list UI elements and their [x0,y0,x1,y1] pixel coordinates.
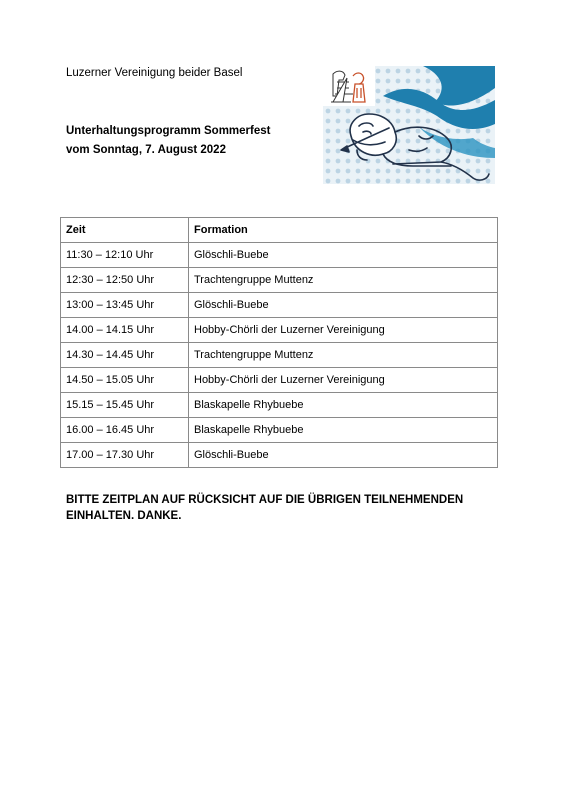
column-header-time: Zeit [61,218,189,243]
time-cell: 12:30 – 12:50 Uhr [61,268,189,293]
time-cell: 14.00 – 14.15 Uhr [61,318,189,343]
formation-cell: Trachtengruppe Muttenz [189,343,498,368]
formation-cell: Hobby-Chörli der Luzerner Vereinigung [189,318,498,343]
program-title-line1: Unterhaltungsprogramm Sommerfest [66,125,271,137]
table-row [61,243,498,268]
program-title [66,122,270,160]
formation-cell: Glöschli-Buebe [189,243,498,268]
organization-name: Luzerner Vereinigung beider Basel [66,67,243,79]
table-row [61,393,498,418]
formation-cell: Trachtengruppe Muttenz [189,268,498,293]
program-title-date: vom Sonntag, 7. August 2022 [66,144,226,156]
table-header-row [61,218,498,243]
schedule-table [60,217,498,468]
time-cell: 14.30 – 14.45 Uhr [61,343,189,368]
time-cell: 17.00 – 17.30 Uhr [61,443,189,468]
formation-cell: Blaskapelle Rhybuebe [189,418,498,443]
table-row [61,443,498,468]
table-row [61,418,498,443]
table-row [61,268,498,293]
formation-cell: Hobby-Chörli der Luzerner Vereinigung [189,368,498,393]
time-cell: 13:00 – 13:45 Uhr [61,293,189,318]
lucerne-lion-logo-icon [323,66,495,184]
table-row [61,318,498,343]
time-cell: 16.00 – 16.45 Uhr [61,418,189,443]
table-row [61,368,498,393]
time-cell: 14.50 – 15.05 Uhr [61,368,189,393]
table-row [61,293,498,318]
table-row [61,343,498,368]
formation-cell: Glöschli-Buebe [189,293,498,318]
time-cell: 15.15 – 15.45 Uhr [61,393,189,418]
formation-cell: Glöschli-Buebe [189,443,498,468]
formation-cell: Blaskapelle Rhybuebe [189,393,498,418]
notice-line2: EINHALTEN. DANKE. [66,510,182,522]
time-cell: 11:30 – 12:10 Uhr [61,243,189,268]
notice-line1: BITTE ZEITPLAN AUF RÜCKSICHT AUF DIE ÜBRIGEN TEILNEHMENDEN [66,494,464,506]
column-header-formation: Formation [189,218,498,243]
notice-text [66,492,506,524]
